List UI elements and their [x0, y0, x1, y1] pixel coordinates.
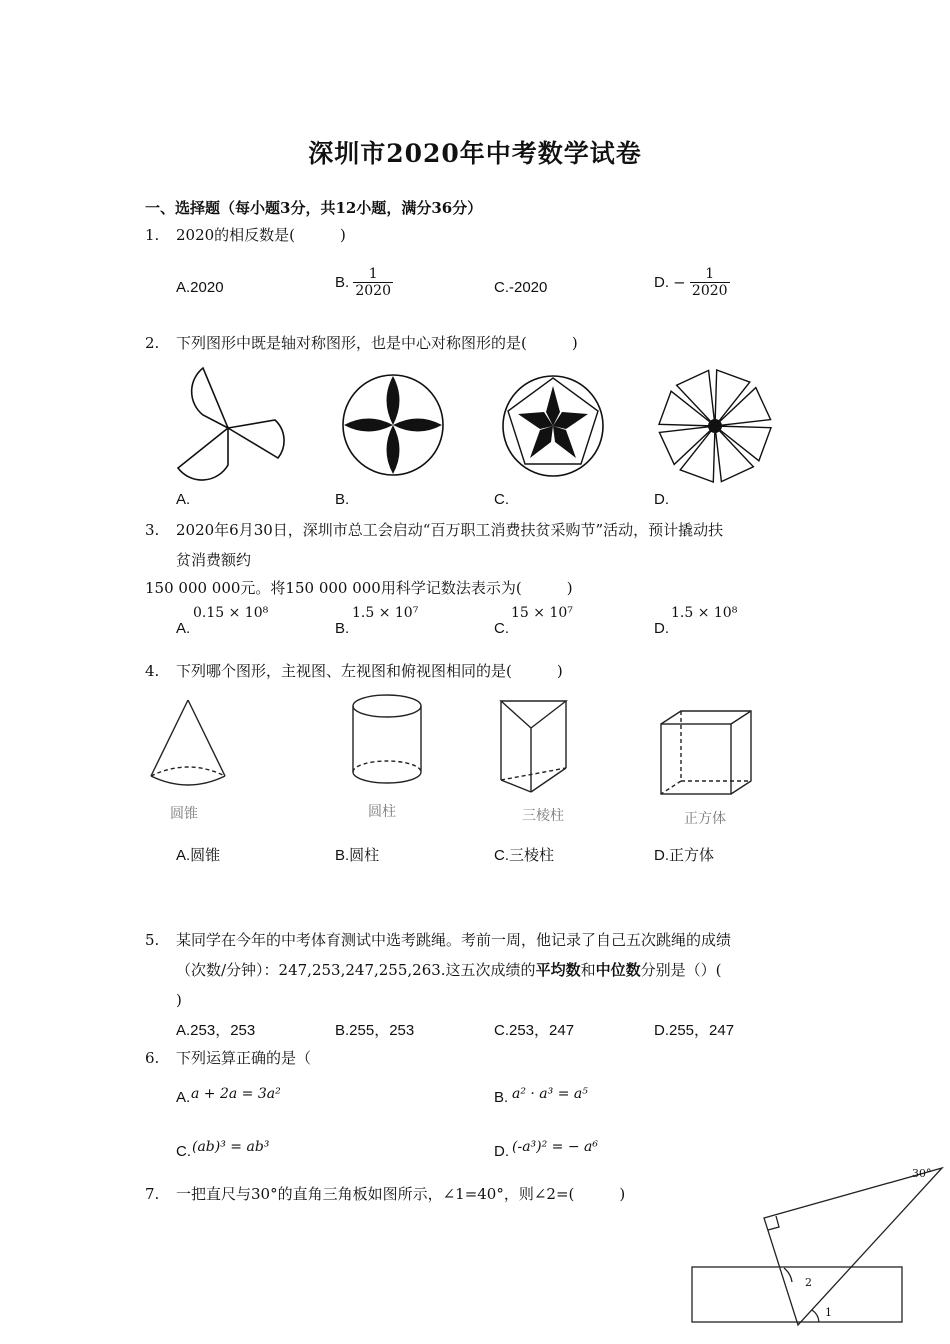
q2-option-b[interactable]: B.	[335, 491, 350, 508]
q6-option-d[interactable]: D.	[494, 1143, 509, 1160]
q1-stem: 2020的相反数是( )	[176, 226, 346, 244]
q6-stem: 下列运算正确的是（	[176, 1049, 312, 1067]
pinwheel-triangle	[715, 426, 753, 482]
fraction-denominator: 2020	[355, 283, 391, 299]
q1-option-d[interactable]	[654, 266, 730, 299]
q2-figure-b-petal-circle	[340, 372, 446, 478]
q7-ruler-triangle-figure	[688, 1160, 946, 1326]
q4-cylinder-label: 圆柱	[368, 804, 396, 820]
q4-cone-figure	[148, 698, 228, 790]
q1-number: 1.	[145, 226, 160, 244]
pinwheel-triangle	[715, 388, 771, 426]
q4-option-a[interactable]: A.圆锥	[176, 847, 221, 864]
q4-option-b[interactable]: B.圆柱	[335, 847, 380, 864]
q1-option-d-fraction	[690, 266, 730, 299]
q1-option-a[interactable]: A.2020	[176, 279, 224, 296]
q4-cylinder-figure	[350, 692, 424, 788]
q2-option-c[interactable]: C.	[494, 491, 509, 508]
q3-option-c[interactable]: C.	[494, 620, 509, 637]
q4-number: 4.	[145, 662, 160, 680]
q5-option-d[interactable]: D.255，247	[654, 1022, 735, 1039]
q4-prism-figure	[498, 698, 570, 796]
q1-option-b-fraction	[353, 266, 393, 299]
q7-angle-30-label: 30°	[912, 1167, 932, 1180]
q4-option-d[interactable]: D.正方体	[654, 847, 715, 864]
q3-number: 3.	[145, 521, 160, 539]
q6-option-b[interactable]: B.	[494, 1089, 509, 1106]
q4-stem: 下列哪个图形，主视图、左视图和俯视图相同的是( )	[176, 662, 563, 680]
fraction-numerator: 1	[705, 266, 715, 282]
q2-figure-c-star-pentagon	[500, 372, 606, 478]
q6-option-c-expr: (ab)³ = ab³	[192, 1139, 270, 1155]
q2-figure-d-triangle-star	[658, 366, 776, 484]
q1-option-d-label: D.	[654, 274, 669, 291]
q6-option-a[interactable]: A.	[176, 1089, 191, 1106]
q2-stem: 下列图形中既是轴对称图形，也是中心对称图形的是( )	[176, 334, 578, 352]
page-title: 深圳市2020年中考数学试卷	[308, 139, 642, 168]
q5-stem-line2-text: （次数/分钟）：247,253,247,255,263.这五次成绩的	[176, 961, 536, 979]
q3-option-d[interactable]: D.	[654, 620, 669, 637]
q6-option-a-expr: a + 2a = 3a²	[191, 1086, 281, 1102]
q3-option-c-expr: 15 × 10⁷	[511, 605, 573, 621]
q3-option-a[interactable]: A.	[176, 620, 191, 637]
minus-sign: −	[673, 273, 686, 292]
q7-angle-1-label: 1	[825, 1306, 832, 1319]
q7-angle-2-label: 2	[805, 1276, 812, 1289]
q3-option-d-expr: 1.5 × 10⁸	[671, 605, 738, 621]
q5-option-c[interactable]: C.253，247	[494, 1022, 575, 1039]
q5-number: 5.	[145, 931, 160, 949]
q1-option-b-label: B.	[335, 274, 350, 291]
q5-stem-tail: 分别是（）(	[640, 961, 722, 979]
q1-option-c[interactable]: C.-2020	[494, 279, 548, 296]
q7-number: 7.	[145, 1185, 160, 1203]
q3-stem-line3: 150 000 000元。将150 000 000用科学记数法表示为( )	[145, 579, 573, 597]
q5-stem-line1: 某同学在今年的中考体育测试中选考跳绳。考前一周，他记录了自己五次跳绳的成绩	[176, 931, 732, 949]
q5-stem-line3: )	[176, 991, 182, 1009]
q4-prism-label: 三棱柱	[522, 808, 564, 824]
q3-option-b-expr: 1.5 × 10⁷	[352, 605, 419, 621]
q6-option-d-expr: (-a³)² = − a⁶	[512, 1139, 598, 1155]
ruler	[692, 1267, 902, 1322]
set-square	[764, 1168, 942, 1325]
q4-option-c[interactable]: C.三棱柱	[494, 847, 555, 864]
section-heading: 一、选择题（每小题3分，共12小题，满分36分）	[145, 199, 483, 217]
q5-keyword-median: 中位数	[595, 961, 641, 979]
q3-stem-line1: 2020年6月30日，深圳市总工会启动“百万职工消费扶贫采购节”活动，预计撬动扶	[176, 521, 724, 539]
q3-option-b[interactable]: B.	[335, 620, 350, 637]
q6-option-c[interactable]: C.	[176, 1143, 191, 1160]
q5-option-a[interactable]: A.253，253	[176, 1022, 256, 1039]
q7-stem: 一把直尺与30°的直角三角板如图所示，∠1=40°，则∠2=( )	[176, 1185, 626, 1203]
q3-stem-line2: 贫消费额约	[176, 551, 252, 569]
q2-figure-a-pinwheel	[170, 360, 290, 480]
pinwheel-triangle	[677, 370, 715, 426]
q5-stem-line2	[176, 955, 721, 985]
q4-cube-label: 正方体	[684, 811, 726, 827]
q5-option-b[interactable]: B.255，253	[335, 1022, 415, 1039]
q5-keyword-mean: 平均数	[535, 961, 581, 979]
fraction-denominator: 2020	[691, 283, 728, 299]
q2-number: 2.	[145, 334, 160, 352]
q1-option-b[interactable]	[335, 266, 393, 299]
q4-cube-figure	[658, 708, 754, 798]
q3-option-a-expr: 0.15 × 10⁸	[193, 605, 269, 621]
q2-option-d[interactable]: D.	[654, 491, 669, 508]
q2-option-a[interactable]: A.	[176, 491, 191, 508]
q5-stem-and: 和	[580, 961, 596, 979]
q6-option-b-expr: a² · a³ = a⁵	[512, 1086, 588, 1102]
fraction-numerator: 1	[368, 266, 378, 282]
pinwheel-triangle	[659, 426, 715, 464]
q4-cone-label: 圆锥	[170, 806, 198, 822]
q6-number: 6.	[145, 1049, 160, 1067]
